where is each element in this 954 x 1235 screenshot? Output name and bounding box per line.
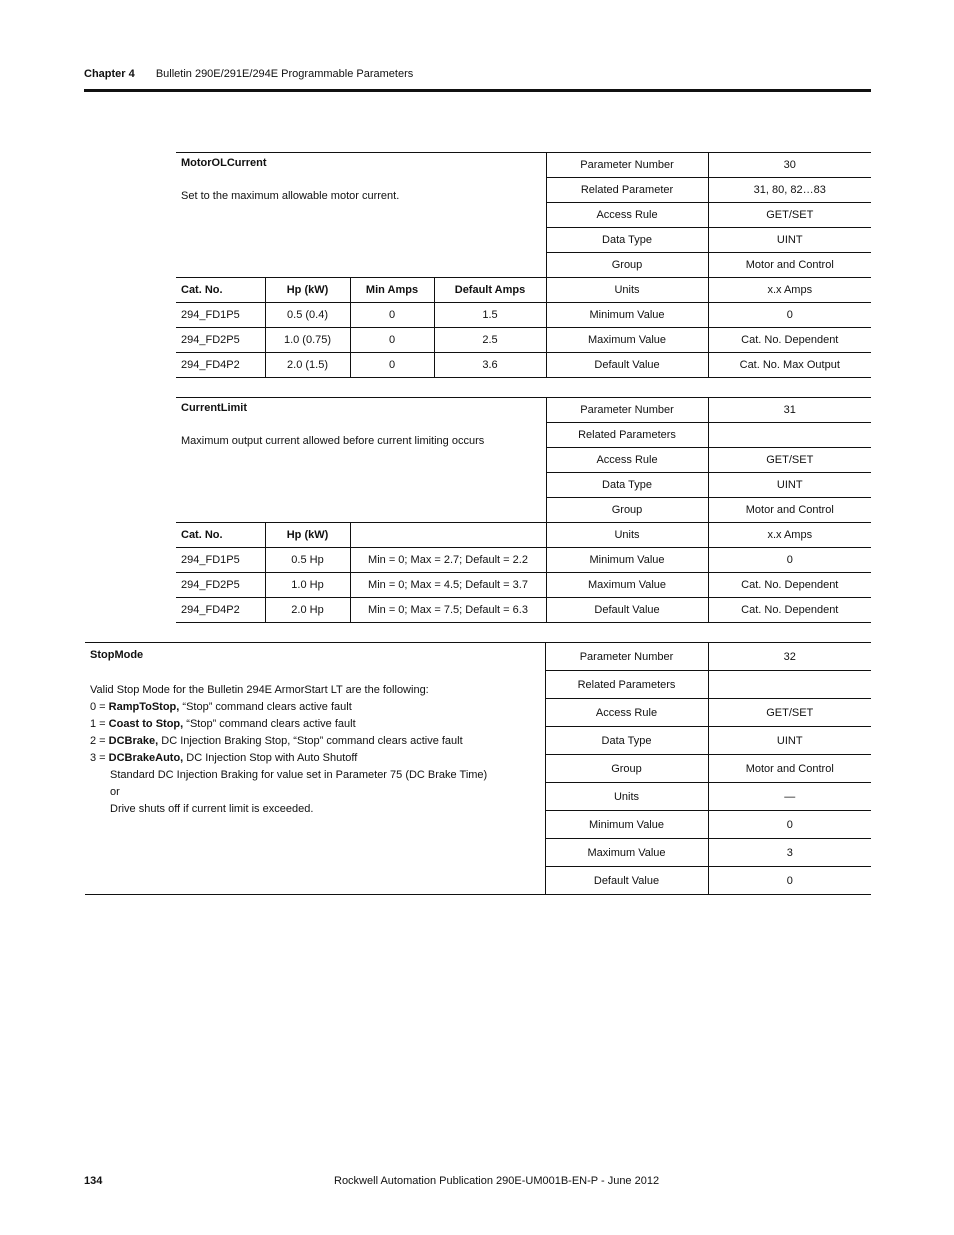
cell-hp: 1.0 Hp (265, 573, 350, 598)
stop-mode-option (90, 716, 540, 733)
option-prefix: 0 = (90, 701, 109, 713)
stop-mode-sub-note: Drive shuts off if current limit is exceeded. (110, 803, 314, 815)
attr-label: Minimum Value (545, 811, 708, 839)
motorol-current-table (176, 152, 871, 378)
cell-cat-no: 294_FD1P5 (176, 303, 265, 328)
option-text: DC Injection Braking Stop, “Stop” command clears active fault (158, 735, 463, 747)
column-header: Default Amps (434, 278, 546, 303)
attr-value: 3 (708, 839, 871, 867)
column-header: Cat. No. (176, 278, 265, 303)
parameter-name: StopMode (90, 649, 144, 661)
cell-range: Min = 0; Max = 2.7; Default = 2.2 (350, 548, 546, 573)
attr-value (708, 671, 871, 699)
cell-cat-no: 294_FD1P5 (176, 548, 265, 573)
attr-value: x.x Amps (708, 523, 871, 548)
column-header: Min Amps (350, 278, 434, 303)
option-name: DCBrake, (108, 735, 159, 747)
table-row (176, 353, 871, 378)
attr-value: 30 (783, 159, 796, 171)
table-row (176, 573, 871, 598)
attr-label: Parameter Number (546, 398, 708, 423)
header-title: Bulletin 290E/291E/294E Programmable Parameters (155, 68, 414, 80)
cell-range: Min = 0; Max = 7.5; Default = 6.3 (350, 598, 546, 623)
attr-label: Parameter Number (545, 643, 708, 671)
attr-label: Units (546, 523, 708, 548)
attr-label: Minimum Value (546, 303, 708, 328)
attr-label: Maximum Value (546, 328, 708, 353)
attr-label: Data Type (546, 473, 708, 498)
current-limit-table (176, 397, 871, 623)
attr-label: Related Parameters (546, 423, 708, 448)
attr-value: 31, 80, 82…83 (708, 178, 871, 203)
cell-cat-no: 294_FD4P2 (176, 353, 265, 378)
cell-default-amps: 2.5 (434, 328, 546, 353)
catalog-header-row (176, 278, 871, 303)
attr-value: UINT (708, 727, 871, 755)
cell-hp: 0.5 (0.4) (265, 303, 350, 328)
parameter-name: MotorOLCurrent (181, 157, 267, 169)
attr-label: Data Type (545, 727, 708, 755)
attr-value: Motor and Control (708, 253, 871, 278)
stop-mode-sub-note: Standard DC Injection Braking for value set in Parameter 75 (DC Brake Time) (110, 769, 488, 781)
stop-mode-option (90, 750, 540, 767)
stop-mode-intro: Valid Stop Mode for the Bulletin 294E ArmorStart LT are the following: (90, 684, 429, 696)
column-header: Hp (kW) (265, 523, 350, 548)
attr-label: Default Value (545, 867, 708, 895)
attr-label: Related Parameters (545, 671, 708, 699)
attr-label: Group (546, 498, 708, 523)
cell-min-amps: 0 (350, 353, 434, 378)
column-header: Cat. No. (176, 523, 265, 548)
attr-label: Units (545, 783, 708, 811)
cell-hp: 1.0 (0.75) (265, 328, 350, 353)
column-header: Hp (kW) (265, 278, 350, 303)
attr-value: Motor and Control (708, 755, 871, 783)
option-prefix: 1 = (90, 718, 109, 730)
parameter-description: Maximum output current allowed before current limiting occurs (181, 435, 485, 447)
attr-value: 31 (783, 404, 796, 416)
option-name: Coast to Stop, (108, 718, 184, 730)
publication-info: Rockwell Automation Publication 290E-UM001B-EN-P - June 2012 (334, 1175, 660, 1187)
table-row (176, 598, 871, 623)
attr-value: GET/SET (708, 448, 871, 473)
attr-value: Cat. No. Dependent (708, 328, 871, 353)
attr-value: Cat. No. Max Output (708, 353, 871, 378)
attr-value: UINT (708, 228, 871, 253)
attr-label: Minimum Value (546, 548, 708, 573)
page-header (84, 68, 870, 80)
attr-value (708, 423, 871, 448)
option-prefix: 2 = (90, 735, 109, 747)
attr-label: Maximum Value (545, 839, 708, 867)
attr-label: Default Value (546, 598, 708, 623)
option-text: “Stop” command clears active fault (183, 718, 356, 730)
attr-value: x.x Amps (708, 278, 871, 303)
cell-default-amps: 3.6 (434, 353, 546, 378)
attr-value: 32 (783, 650, 796, 663)
table-row (176, 548, 871, 573)
option-prefix: 3 = (90, 752, 109, 764)
table-row (176, 328, 871, 353)
column-header (350, 523, 546, 548)
cell-default-amps: 1.5 (434, 303, 546, 328)
stop-mode-option (90, 699, 540, 716)
attr-label: Units (546, 278, 708, 303)
option-name: RampToStop, (108, 701, 180, 713)
attr-label: Group (545, 755, 708, 783)
attr-label: Maximum Value (546, 573, 708, 598)
attr-value: Cat. No. Dependent (708, 573, 871, 598)
attr-label: Default Value (546, 353, 708, 378)
attr-value: 0 (708, 867, 871, 895)
attr-label: Related Parameter (546, 178, 708, 203)
stop-mode-option (90, 733, 540, 750)
attr-label: Access Rule (545, 699, 708, 727)
attr-label: Access Rule (546, 448, 708, 473)
stop-mode-table (85, 642, 871, 895)
stop-mode-description-cell (85, 643, 545, 895)
stop-mode-sub-or: or (110, 786, 120, 798)
motorol-description-cell (176, 153, 546, 278)
attr-value: 0 (708, 303, 871, 328)
option-name: DCBrakeAuto, (108, 752, 184, 764)
cell-range: Min = 0; Max = 4.5; Default = 3.7 (350, 573, 546, 598)
cell-hp: 2.0 Hp (265, 598, 350, 623)
attr-value: Motor and Control (708, 498, 871, 523)
header-rule (84, 89, 871, 92)
attr-value: 0 (708, 548, 871, 573)
current-limit-description-cell (176, 398, 546, 523)
attr-label: Group (546, 253, 708, 278)
attr-value: UINT (708, 473, 871, 498)
option-text: DC Injection Stop with Auto Shutoff (183, 752, 358, 764)
cell-cat-no: 294_FD4P2 (176, 598, 265, 623)
cell-cat-no: 294_FD2P5 (176, 573, 265, 598)
cell-hp: 2.0 (1.5) (265, 353, 350, 378)
parameter-description: Set to the maximum allowable motor current. (181, 190, 400, 202)
attr-label: Data Type (546, 228, 708, 253)
cell-hp: 0.5 Hp (265, 548, 350, 573)
cell-min-amps: 0 (350, 328, 434, 353)
chapter-label: Chapter 4 (84, 68, 135, 80)
page-number: 134 (84, 1175, 103, 1187)
attr-label: Parameter Number (546, 153, 708, 178)
attr-value: Cat. No. Dependent (708, 598, 871, 623)
table-row (176, 303, 871, 328)
option-text: “Stop” command clears active fault (179, 701, 352, 713)
attr-label: Access Rule (546, 203, 708, 228)
attr-value: 0 (708, 811, 871, 839)
cell-min-amps: 0 (350, 303, 434, 328)
attr-value: GET/SET (708, 699, 871, 727)
attr-value: — (708, 783, 871, 811)
cell-cat-no: 294_FD2P5 (176, 328, 265, 353)
catalog-header-row (176, 523, 871, 548)
attr-value: GET/SET (708, 203, 871, 228)
parameter-name: CurrentLimit (181, 402, 247, 414)
